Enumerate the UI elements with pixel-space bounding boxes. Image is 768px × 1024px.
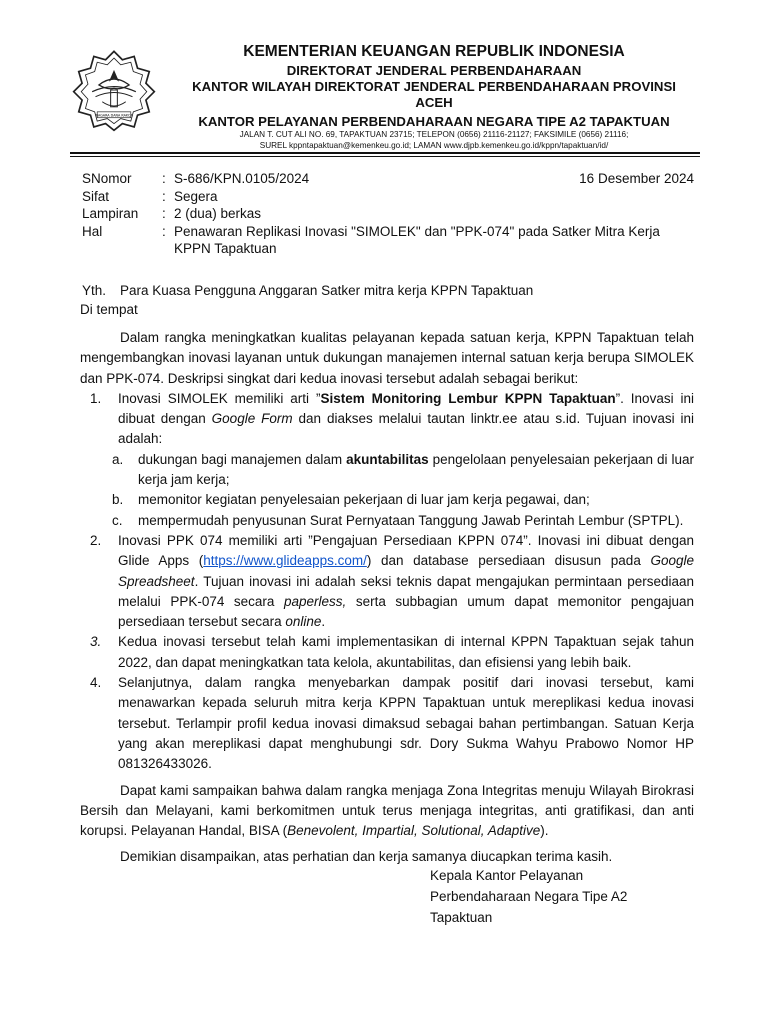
paragraph-italic-text: Benevolent, Impartial, Solutional, Adaptive [287,823,541,839]
item-italic-text: paperless, [283,593,347,609]
item-italic-text: online [285,614,322,630]
item-text: Inovasi SIMOLEK memiliki arti ” [118,390,321,406]
glideapps-link[interactable]: https://www.glideapps.com/ [203,553,367,569]
item-italic-text: Google Spreadsheet [118,553,694,589]
item-text: ”. Inovasi ini dibuat dengan [118,390,694,427]
meta-colon: : [162,206,166,221]
meta-label: SNomor [82,171,132,186]
letterhead-divider-thick [70,152,700,154]
regional-office-name: KANTOR WILAYAH DIREKTORAT JENDERAL PERBENDAHARAAN PROVINSI [192,79,676,94]
item-text: serta subbagian umum dapat memonitor pengajuan persediaan tersebut secara [118,593,694,630]
emblem-motto: NAGARA DANA RAKCA [95,113,133,118]
addressee [82,281,533,301]
list-item-4 [80,673,694,774]
meta-label: Sifat [82,188,110,204]
integrity-paragraph [80,781,694,842]
sub-item-letter: a. [112,451,124,467]
meta-row-nature [82,188,694,206]
meta-colon: : [162,188,166,204]
intro-paragraph: Dalam rangka meningkatkan kualitas pelayanan kepada satuan kerja, KPPN Tapaktuan telah mengembangkan inovasi layanan untuk dukungan manajemen internal satuan kerja berupa SIMOLEK dan PPK-074. Deskripsi singkat dari kedua inovasi tersebut adalah sebagai berikut: [80,330,694,386]
list-item-3 [80,632,694,673]
meta-value: S-686/KPN.0105/2024 [174,171,310,186]
letterhead-divider-thin [70,156,700,157]
meta-row-attachment [82,205,694,223]
item-text: ) dan database persediaan disusun pada [366,553,651,569]
sub-item-letter: c. [112,512,123,528]
ministry-emblem-icon [72,48,156,132]
sub-item-letter: b. [112,492,124,508]
list-item-2 [80,531,694,632]
item-number: 2. [90,532,102,548]
signature-line-3: Tapaktuan [430,910,493,925]
meta-value: Segera [174,188,218,204]
province-name: ACEH [415,95,453,110]
sub-item-text: dukungan bagi manajemen dalam [138,451,347,467]
paragraph-text: ). [540,823,549,839]
item-text: dan diakses melalui tautan linktr.ee atau s.id. Tujuan inovasi ini adalah: [118,411,694,447]
sub-item-text: memonitor kegiatan penyelesaian pekerjaan di luar jam kerja pegawai, dan; [138,492,590,508]
addressee-place: Di tempat [80,302,138,317]
sub-item-bold-text: akuntabilitas [346,451,429,467]
item-italic-text: Google Form [211,411,293,427]
signature-line-2: Perbendaharaan Negara Tipe A2 [430,889,628,904]
sub-item-c [80,511,694,531]
meta-value: 2 (dua) berkas [174,206,262,221]
item-text: Selanjutnya, dalam rangka menyebarkan dampak positif dari inovasi tersebut, kami menawarkan kepada seluruh mitra kerja KPPN Tapaktuan untuk mereplikasi kedua inovasi tersebut. Terlampir profil kedua inovasi dimaksud sebagai bahan pertimbangan. Satuan Kerja yang akan mereplikasi dapat menghubungi sdr. Dory Sukma Wahyu Prabowo Nomor HP 081326433026. [118,675,694,772]
letter-date: 16 Desember 2024 [579,171,694,186]
item-text: Kedua inovasi tersebut telah kami implementasikan di internal KPPN Tapaktuan sejak tahun 2022, dan dapat meningkatkan tata kelola, akuntabilitas, dan efisiensi yang lebih baik. [118,634,694,670]
item-number: 1. [90,390,102,406]
meta-label: Hal [82,223,103,239]
list-item-1 [80,389,694,450]
sub-item-b [80,490,694,510]
address-line-1: JALAN T. CUT ALI NO. 69, TAPAKTUAN 23715; TELEPON (0656) 21116-21127; FAKSIMILE (0656) 21116; [239,130,629,139]
item-number: 3. [90,634,102,650]
signature-block [430,865,627,928]
directorate-name: DIREKTORAT JENDERAL PERBENDAHARAAN [286,63,582,78]
meta-colon: : [162,223,166,239]
sub-item-text: pengelolaan penyelesaian pekerjaan di luar kerja jam kerja; [138,451,695,488]
ministry-name: KEMENTERIAN KEUANGAN REPUBLIK INDONESIA [243,43,625,60]
meta-colon: : [162,171,166,186]
closing-paragraph: Demikian disampaikan, atas perhatian dan kerja samanya diucapkan terima kasih. [120,849,613,865]
item-bold-text: Sistem Monitoring Lembur KPPN Tapaktuan [320,390,616,406]
addressee-name: Para Kuasa Pengguna Anggaran Satker mitra kerja KPPN Tapaktuan [120,283,534,298]
letterhead [160,42,708,151]
addressee-salutation: Yth. [82,283,107,298]
letter-body [80,328,694,868]
meta-row-subject [82,223,694,258]
address-line-2: SUREL kppntapaktuan@kemenkeu.go.id; LAMAN www.djpb.kemenkeu.go.id/kppn/tapaktuan/id/ [259,140,609,150]
item-text: . [321,614,326,630]
sub-item-a [80,450,694,491]
signature-line-1: Kepala Kantor Pelayanan [430,868,584,883]
sub-item-text: mempermudah penyusunan Surat Pernyataan Tanggung Jawab Perintah Lembur (SPTPL). [138,512,684,528]
item-text: . Tujuan inovasi ini adalah seksi teknis dapat mengajukan permintaan persediaan melalui PPK-074 secara [118,573,694,609]
item-number: 4. [90,675,102,691]
item-text: Inovasi PPK 074 memiliki arti ”Pengajuan Persediaan KPPN 074”. Inovasi ini dibuat dengan Glide Apps ( [118,532,694,569]
meta-value: Penawaran Replikasi Inovasi "SIMOLEK" dan "PPK-074" pada Satker Mitra Kerja KPPN Tapaktuan [174,223,660,256]
meta-label: Lampiran [82,206,139,221]
office-name: KANTOR PELAYANAN PERBENDAHARAAN NEGARA TIPE A2 TAPAKTUAN [198,114,670,129]
paragraph-text: Dapat kami sampaikan bahwa dalam rangka menjaga Zona Integritas menuju Wilayah Birokrasi Bersih dan Melayani, kami berkomitmen untuk terus menjaga integritas, anti gratifikasi, dan anti korupsi. Pelayanan Handal, BISA ( [80,782,694,839]
